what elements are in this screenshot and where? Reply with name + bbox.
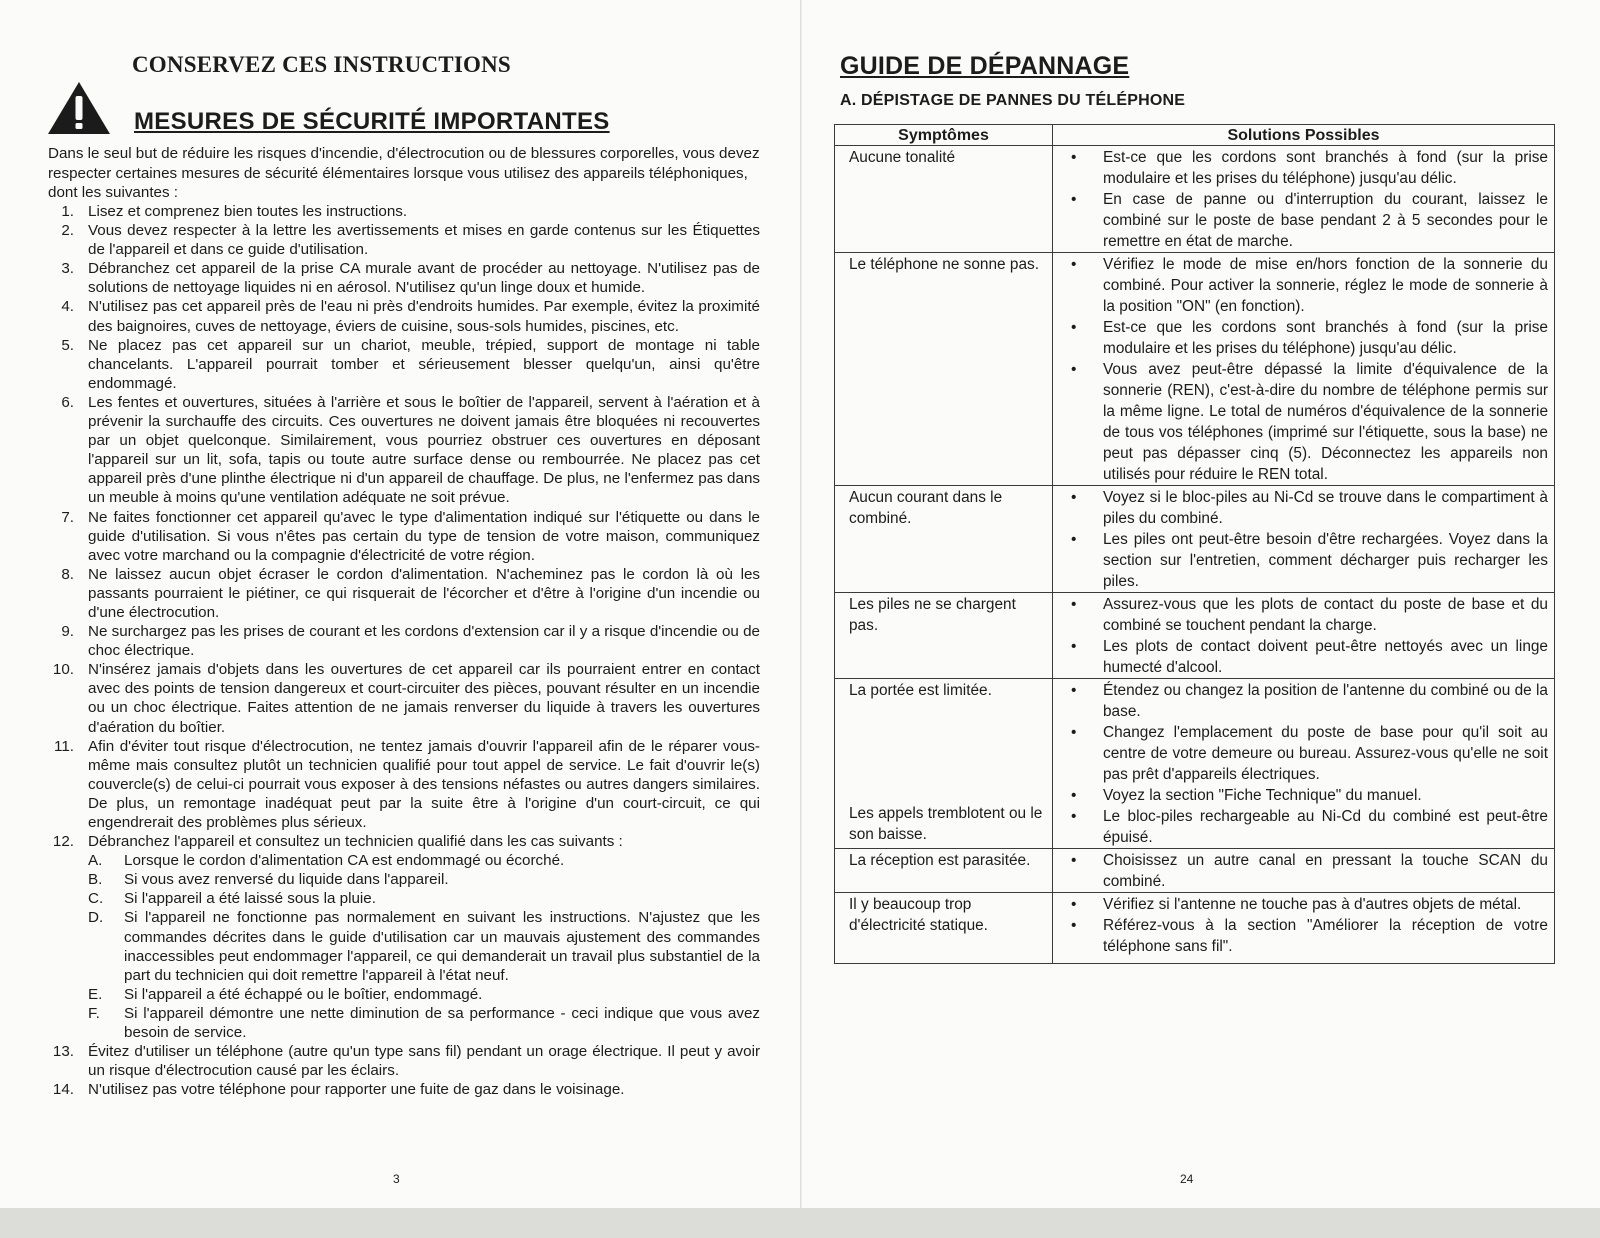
solution-item: • Les piles ont peut-être besoin d'être rechargées. Voyez dans la section sur l'entretien, comment décharger puis recharger les piles. bbox=[1071, 531, 1548, 590]
list-item: 8. Ne laissez aucun objet écraser le cordon d'alimentation. N'acheminez pas le cordon là où les passants pourraient le piétiner, ce qui risquerait de l'écorcher et d'être à l'origine d'un incendie ou d'une électrocution. bbox=[61, 565, 760, 621]
list-item: 12. Débranchez l'appareil et consultez un technicien qualifié dans les cas suivants : A. Lorsque le cordon d'alimentation CA est endommagé ou écorché. B. Si vous avez renversé du liquide dans l'appareil. C. Si l'appareil a été laissé sous la pluie. D. Si l'appareil ne fonctionne pas normalement en suivant les instructions. N'ajustez que les commandes décrites dans le guide d'utilisation car un mauvais ajustement des commandes inaccessibles peut endommager l'appareil, ce qui demanderait un travail plus substantiel de la part du technicien qui doit remettre l'appareil à l'état neuf. E. Si l'appareil a été échappé ou le boîtier, endommagé. F. Si l'appareil démontre une nette diminution de sa performance - ceci indique que vous avez besoin de service. bbox=[52, 833, 760, 1042]
solution-cell bbox=[1053, 486, 1555, 593]
warning-triangle-icon bbox=[46, 80, 112, 136]
list-item: 13. Évitez d'utiliser un téléphone (autre qu'un type sans fil) pendant un orage électrique. Il peut y avoir un risque d'électrocution causé par les éclairs. bbox=[52, 1043, 760, 1080]
list-item: 14. N'utilisez pas votre téléphone pour rapporter une fuite de gaz dans le voisinage. bbox=[52, 1081, 625, 1099]
symptom-cell: Aucune tonalité bbox=[835, 146, 1053, 253]
solution-item: • Vérifiez le mode de mise en/hors fonction de la sonnerie du combiné. Pour activer la sonnerie, réglez le mode de sonnerie à la position "ON" (en fonction). bbox=[1071, 256, 1548, 315]
intro-paragraph: Dans le seul but de réduire les risques d'incendie, d'électrocution ou de blessures corporelles, vous devez respecter certaines mesures de sécurité élémentaires lorsque vous utilisez des appareils téléphoniques, dont les suivantes : bbox=[48, 145, 760, 201]
table-row bbox=[835, 679, 1555, 849]
solution-item: • Choisissez un autre canal en pressant la touche SCAN du combiné. bbox=[1071, 852, 1548, 890]
list-item: 10. N'insérez jamais d'objets dans les ouvertures de cet appareil car ils pourraient entrer en contact avec des points de tension dangereux et court-circuiter des pièces, pouvant résulter en un incendie ou un choc électrique. Faites attention de ne jamais renverser du liquide à travers les ouvertures d'aération du boîtier. bbox=[52, 661, 760, 736]
list-item: 1. Lisez et comprenez bien toutes les instructions. bbox=[61, 203, 408, 220]
right-page bbox=[802, 0, 1600, 1208]
solution-cell bbox=[1053, 849, 1555, 893]
solution-header: Solutions Possibles bbox=[1053, 125, 1555, 146]
scan-border bbox=[0, 1208, 1600, 1238]
symptom-text: Les appels tremblotent ou le son baisse. bbox=[849, 805, 1043, 843]
keep-instructions-title: CONSERVEZ CES INSTRUCTIONS bbox=[132, 52, 511, 77]
solution-item: • Est-ce que les cordons sont branchés à fond (sur la prise modulaire et les prises du téléphone) jusqu'au délic. bbox=[1071, 319, 1548, 357]
sub-list-item: F. Si l'appareil démontre une nette diminution de sa performance - ceci indique que vous avez besoin de service. bbox=[88, 1004, 760, 1042]
solution-item: • Voyez si le bloc-piles au Ni-Cd se trouve dans le compartiment à piles du combiné. bbox=[1071, 489, 1548, 527]
solution-item: • Vous avez peut-être dépassé la limite d'équivalence de la sonnerie (REN), c'est-à-dire du nombre de téléphone permis sur la même ligne. Le total de numéros d'équivalence de la sonnerie de tous vos téléphones (imprimé sur l'étiquette, sous la base) ne peut pas dépasser cinq (5). Déconnectez les appareils non utilisés pour réduire le REN total. bbox=[1071, 361, 1548, 483]
guide-title: GUIDE DE DÉPANNAGE bbox=[840, 52, 1130, 80]
table-header-row bbox=[835, 125, 1555, 146]
safety-rules-list bbox=[48, 202, 760, 1099]
table-row bbox=[835, 253, 1555, 486]
solution-item: • Le bloc-piles rechargeable au Ni-Cd du combiné est peut-être épuisé. bbox=[1071, 808, 1548, 846]
solution-cell bbox=[1053, 893, 1555, 964]
sub-list-item: D. Si l'appareil ne fonctionne pas normalement en suivant les instructions. N'ajustez que les commandes décrites dans le guide d'utilisation car un mauvais ajustement des commandes inaccessibles peut endommager l'appareil, ce qui demanderait un travail plus substantiel de la part du technicien qui doit remettre l'appareil à l'état neuf. bbox=[88, 909, 760, 984]
list-item: 7. Ne faites fonctionner cet appareil qu'avec le type d'alimentation indiqué sur l'étiquette ou dans le guide d'utilisation. Si vous n'êtes pas certain du type de tension de votre maison, communiquez avec votre marchand ou la compagnie d'électricité de votre région. bbox=[61, 508, 760, 564]
symptom-cell: Les piles ne se chargent pas. bbox=[835, 593, 1053, 679]
symptom-cell bbox=[835, 679, 1053, 849]
solution-item: • En case de panne ou d'interruption du courant, laissez le combiné sur le poste de base pendant 2 à 5 secondes pour le remettre en état de marche. bbox=[1071, 191, 1548, 250]
symptom-cell: La réception est parasitée. bbox=[835, 849, 1053, 893]
solution-item: • Changez l'emplacement du poste de base pour qu'il soit au centre de votre demeure ou bureau. Assurez-vous qu'elle ne soit pas prêt d'appareils électriques. bbox=[1071, 724, 1548, 783]
solution-item: • Étendez ou changez la position de l'antenne du combiné ou de la base. bbox=[1071, 682, 1548, 720]
list-item: 6. Les fentes et ouvertures, situées à l'arrière et sous le boîtier de l'appareil, servent à l'aération et à prévenir la surchauffe des circuits. Ces ouvertures ne doivent jamais être bloquées ni recouvertes par un objet quelconque. Similairement, vous pourriez obstruer ces ouvertures en déposant l'appareil sur un lit, sofa, tapis ou toute autre surface dense ou rembourrée. Ne placez pas cet appareil près d'une plinthe électrique ni d'un appareil de chauffage. De plus, ne l'enfermez pas dans un meuble à moins qu'une ventilation adéquate ne soit prévue. bbox=[61, 393, 760, 507]
sub-list-item: E. Si l'appareil a été échappé ou le boîtier, endommagé. bbox=[88, 985, 483, 1003]
list-item: 4. N'utilisez pas cet appareil près de l'eau ni près d'endroits humides. Par exemple, évitez la proximité des baignoires, cuves de nettoyage, éviers de cuisine, sous-sols humides, piscines, etc. bbox=[61, 298, 760, 335]
table-row bbox=[835, 893, 1555, 964]
solution-item: • Référez-vous à la section "Améliorer la réception de votre téléphone sans fil". bbox=[1071, 917, 1548, 955]
table-row bbox=[835, 146, 1555, 253]
table-row bbox=[835, 486, 1555, 593]
solution-item: • Assurez-vous que les plots de contact du poste de base et du combiné se touchent pendant la charge. bbox=[1071, 596, 1548, 634]
list-item: 5. Ne placez pas cet appareil sur un chariot, meuble, trépied, support de montage ni table chancelants. L'appareil pourrait tomber et sérieusement blesser quelqu'un, ainsi qu'être endommagé. bbox=[61, 336, 760, 392]
sub-list-item: C. Si l'appareil a été laissé sous la pluie. bbox=[88, 890, 376, 908]
safety-title: MESURES DE SÉCURITÉ IMPORTANTES bbox=[134, 108, 610, 135]
troubleshooting-table bbox=[834, 124, 1555, 964]
symptom-cell: Le téléphone ne sonne pas. bbox=[835, 253, 1053, 486]
sub-list-item: A. Lorsque le cordon d'alimentation CA est endommagé ou écorché. bbox=[88, 852, 565, 870]
solution-cell bbox=[1053, 593, 1555, 679]
symptom-text: La portée est limitée. bbox=[849, 682, 992, 699]
list-item: 9. Ne surchargez pas les prises de courant et les cordons d'extension car il y a risque d'incendie ou de choc électrique. bbox=[61, 623, 760, 660]
solution-item: • Les plots de contact doivent peut-être nettoyés avec un linge humecté d'alcool. bbox=[1071, 638, 1548, 676]
solution-item: • Est-ce que les cordons sont branchés à fond (sur la prise modulaire et les prises du téléphone) jusqu'au délic. bbox=[1071, 149, 1548, 187]
symptom-cell: Aucun courant dans le combiné. bbox=[835, 486, 1053, 593]
symptom-cell: Il y beaucoup trop d'électricité statique. bbox=[835, 893, 1053, 964]
table-row bbox=[835, 849, 1555, 893]
list-item: 3. Débranchez cet appareil de la prise CA murale avant de procéder au nettoyage. N'utilisez pas de solutions de nettoyage liquides ni en aérosol. N'utilisez qu'un linge doux et humide. bbox=[61, 260, 760, 297]
solution-cell bbox=[1053, 253, 1555, 486]
page-number: 3 bbox=[393, 1172, 400, 1186]
list-item: 11. Afin d'éviter tout risque d'électrocution, ne tentez jamais d'ouvrir l'appareil afin de le réparer vous-même mais consultez plutôt un technicien qualifié pour tout appel de service. Le fait d'ouvrir le(s) couvercle(s) de celui-ci pourrait vous exposer à des tensions néfastes ou autres dangers similaires. De plus, un remontage inadéquat peut par la suite être à l'origine d'un court-circuit, ce qui engendrerait des problèmes plus sérieux. bbox=[54, 737, 760, 831]
solution-cell bbox=[1053, 146, 1555, 253]
table-row bbox=[835, 593, 1555, 679]
solution-item: • Voyez la section "Fiche Technique" du manuel. bbox=[1071, 787, 1422, 804]
section-heading: A. DÉPISTAGE DE PANNES DU TÉLÉPHONE bbox=[840, 92, 1186, 109]
sub-list bbox=[88, 851, 760, 1042]
symptom-header: Symptômes bbox=[835, 125, 1053, 146]
left-page bbox=[0, 0, 800, 1208]
list-item: 2. Vous devez respecter à la lettre les avertissements et mises en garde contenus sur les Étiquettes de l'appareil et dans ce guide d'utilisation. bbox=[61, 222, 760, 259]
solution-cell bbox=[1053, 679, 1555, 849]
page-number: 24 bbox=[1180, 1172, 1194, 1186]
sub-list-item: B. Si vous avez renversé du liquide dans l'appareil. bbox=[88, 871, 449, 889]
solution-item: • Vérifiez si l'antenne ne touche pas à d'autres objets de métal. bbox=[1071, 896, 1522, 913]
